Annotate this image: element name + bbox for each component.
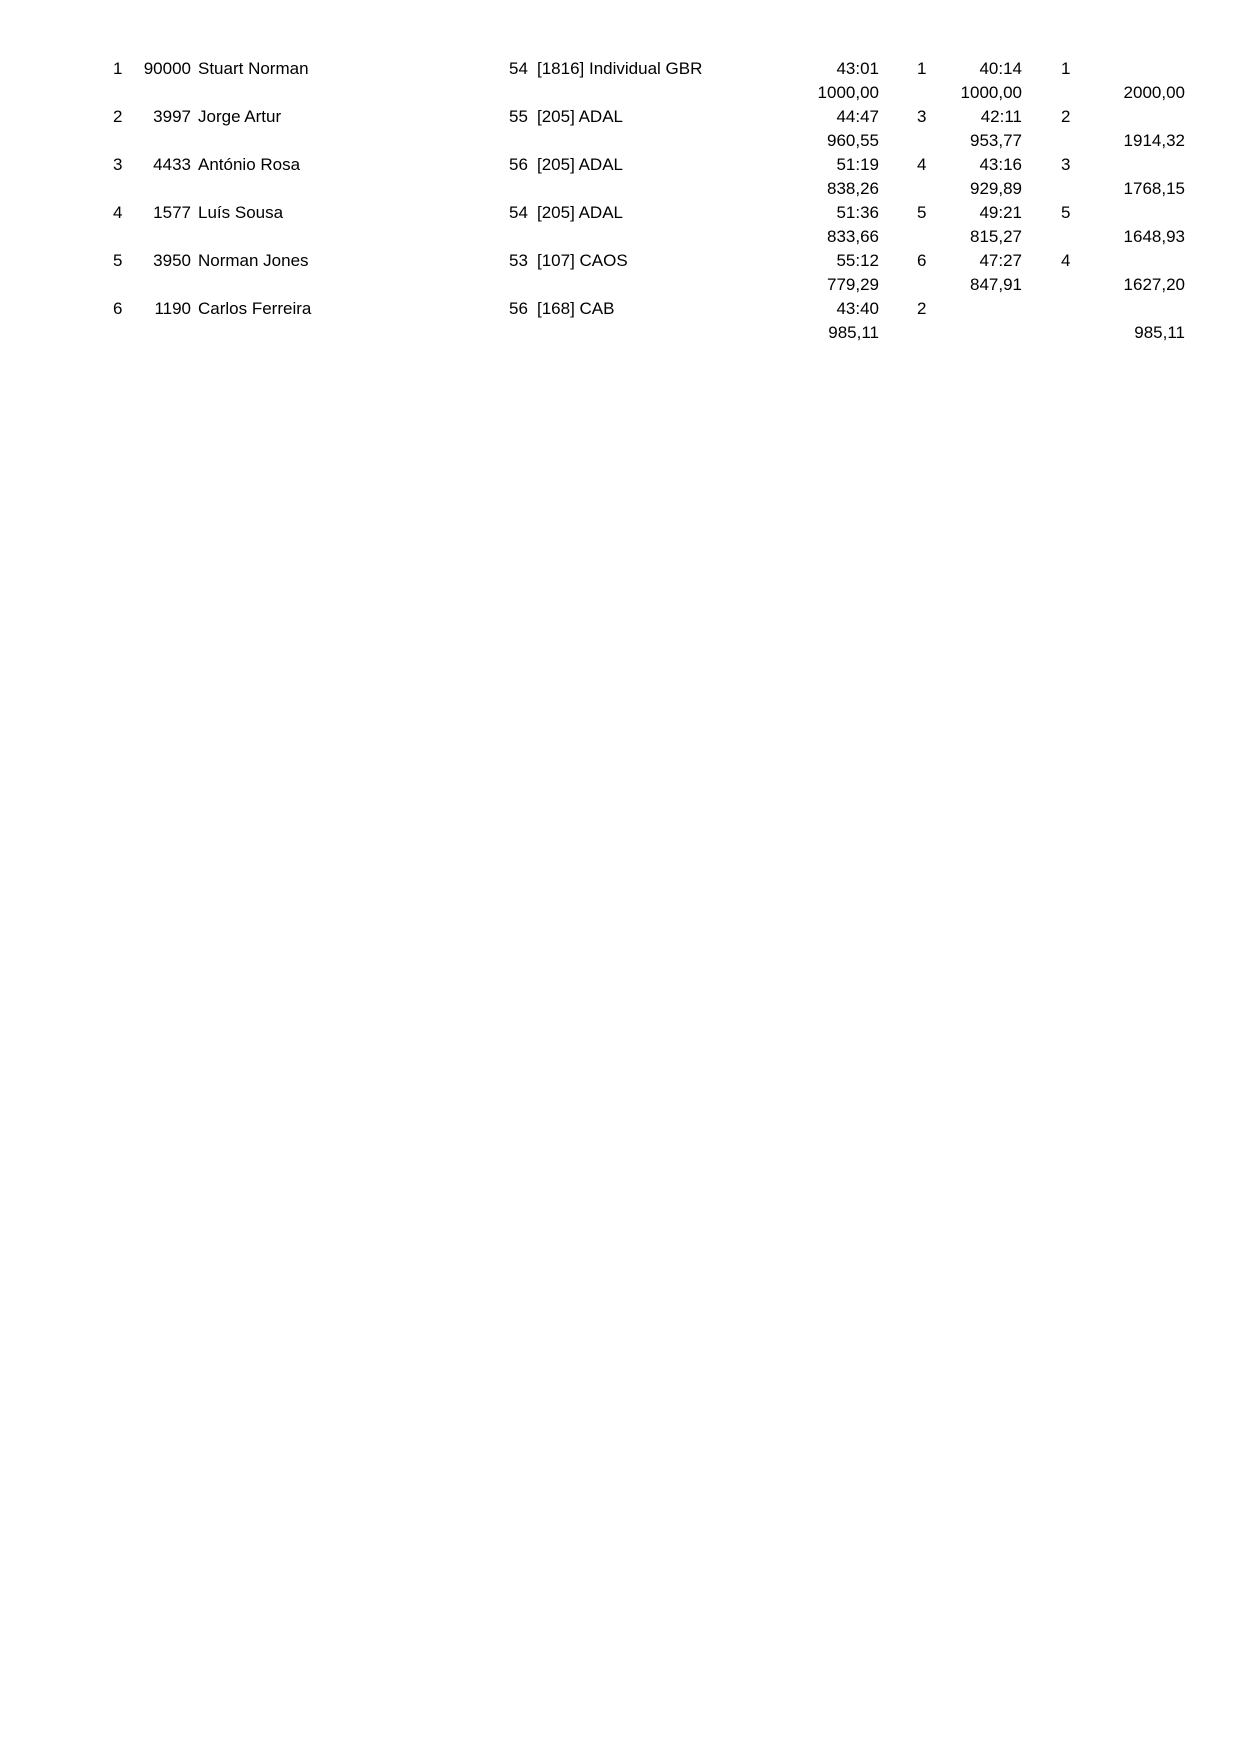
- race1-rank: 2: [917, 299, 927, 318]
- race1-rank: 1: [917, 59, 927, 78]
- club: [205] ADAL: [537, 203, 624, 222]
- race2-points: 1000,00: [960, 83, 1022, 102]
- race1-points: 779,29: [827, 275, 879, 294]
- race1-time: 43:01: [836, 59, 879, 78]
- race2-rank: 1: [1061, 59, 1071, 78]
- age: 53: [509, 251, 528, 270]
- athlete-name: Luís Sousa: [198, 203, 284, 222]
- position: 4: [113, 203, 123, 222]
- race1-time: 44:47: [836, 107, 879, 126]
- race1-time: 43:40: [836, 299, 879, 318]
- race2-rank: 3: [1061, 155, 1071, 174]
- age: 54: [509, 59, 528, 78]
- result-entry: [0, 251, 1240, 299]
- age: 56: [509, 299, 528, 318]
- race1-points: 833,66: [827, 227, 879, 246]
- total-points: 1914,32: [1123, 131, 1185, 150]
- position: 6: [113, 299, 123, 318]
- race2-points: 847,91: [970, 275, 1022, 294]
- age: 55: [509, 107, 528, 126]
- club: [107] CAOS: [537, 251, 628, 270]
- total-points: 985,11: [1134, 323, 1185, 342]
- result-entry: [0, 299, 1240, 347]
- result-entry: [0, 59, 1240, 107]
- race1-points: 960,55: [827, 131, 879, 150]
- club: [168] CAB: [537, 299, 615, 318]
- race2-points: 953,77: [970, 131, 1022, 150]
- athlete-name: Norman Jones: [198, 251, 309, 270]
- position: 2: [113, 107, 123, 126]
- race1-time: 55:12: [836, 251, 879, 270]
- position: 1: [113, 59, 123, 78]
- result-entry: [0, 155, 1240, 203]
- race1-rank: 5: [917, 203, 927, 222]
- total-points: 1627,20: [1123, 275, 1185, 294]
- race2-time: 42:11: [980, 107, 1022, 126]
- athlete-name: António Rosa: [198, 155, 301, 174]
- race1-points: 1000,00: [817, 83, 879, 102]
- race1-rank: 4: [917, 155, 927, 174]
- race2-time: 40:14: [979, 59, 1022, 78]
- race2-points: 929,89: [970, 179, 1022, 198]
- race1-rank: 6: [917, 251, 927, 270]
- bib-number: 1577: [153, 203, 191, 222]
- total-points: 1768,15: [1123, 179, 1185, 198]
- total-points: 1648,93: [1123, 227, 1185, 246]
- club: [205] ADAL: [537, 155, 624, 174]
- race2-rank: 4: [1061, 251, 1071, 270]
- results-list: [0, 59, 1240, 347]
- race2-rank: 2: [1061, 107, 1071, 126]
- club: [1816] Individual GBR: [537, 59, 703, 78]
- result-entry: [0, 203, 1240, 251]
- race1-time: 51:19: [836, 155, 879, 174]
- race2-points: 815,27: [970, 227, 1022, 246]
- athlete-name: Carlos Ferreira: [198, 299, 312, 318]
- race1-points: 985,11: [828, 323, 879, 342]
- result-entry: [0, 107, 1240, 155]
- club: [205] ADAL: [537, 107, 624, 126]
- position: 3: [113, 155, 123, 174]
- race2-time: 47:27: [979, 251, 1022, 270]
- race2-time: 49:21: [979, 203, 1022, 222]
- athlete-name: Stuart Norman: [198, 59, 309, 78]
- race1-time: 51:36: [836, 203, 879, 222]
- bib-number: 4433: [153, 155, 191, 174]
- race2-time: 43:16: [979, 155, 1022, 174]
- position: 5: [113, 251, 123, 270]
- race2-rank: 5: [1061, 203, 1071, 222]
- bib-number: 3997: [153, 107, 191, 126]
- total-points: 2000,00: [1123, 83, 1185, 102]
- age: 56: [509, 155, 528, 174]
- bib-number: 1190: [154, 299, 191, 318]
- race1-points: 838,26: [827, 179, 879, 198]
- race1-rank: 3: [917, 107, 927, 126]
- bib-number: 3950: [153, 251, 191, 270]
- age: 54: [509, 203, 528, 222]
- athlete-name: Jorge Artur: [198, 107, 282, 126]
- bib-number: 90000: [143, 59, 191, 78]
